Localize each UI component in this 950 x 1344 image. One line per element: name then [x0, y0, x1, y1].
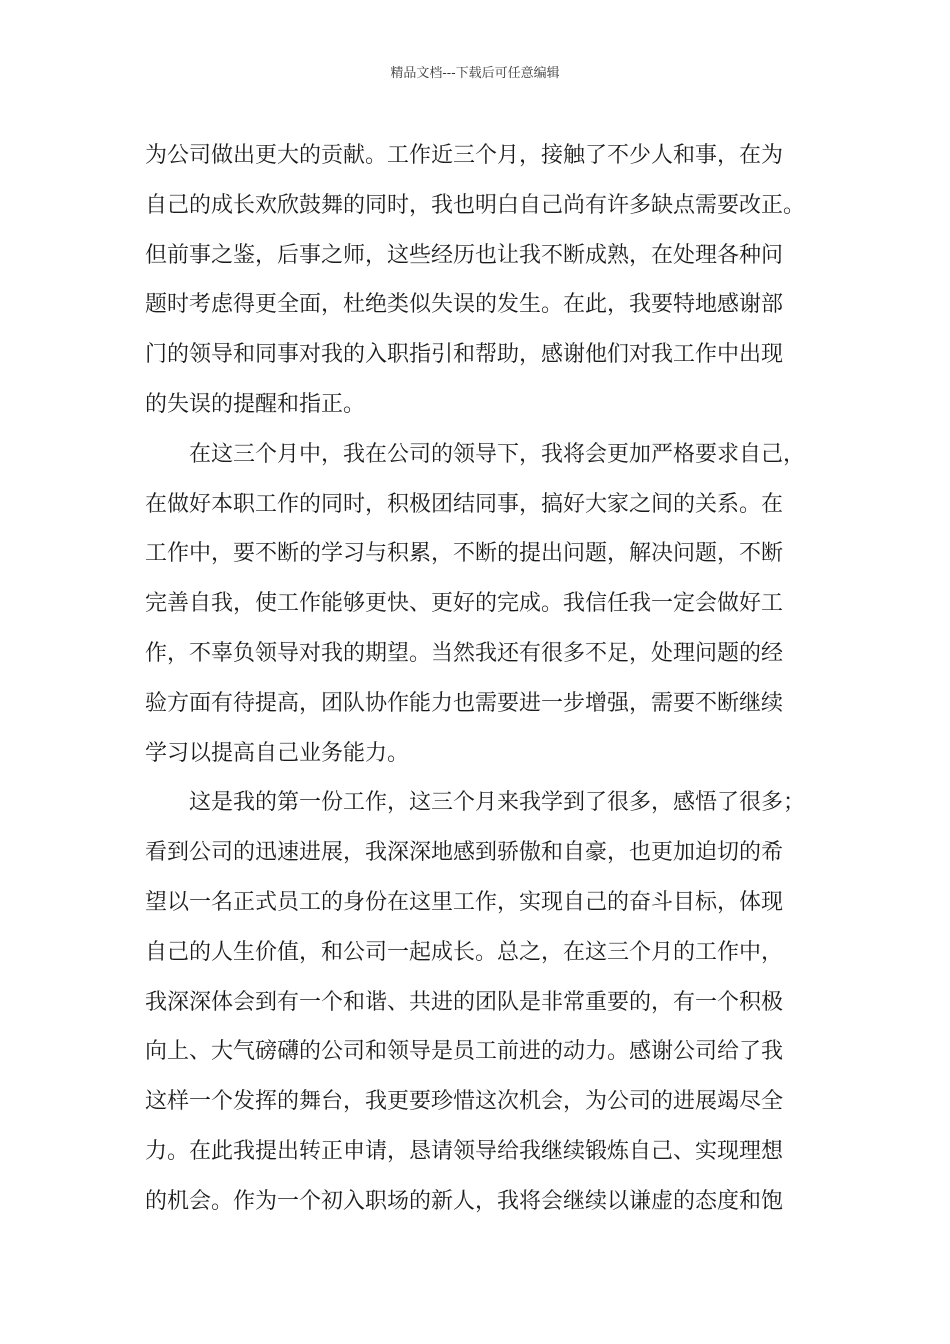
paragraph-3 — [145, 778, 815, 1226]
text-line: 的失误的提醒和指正。 — [145, 391, 366, 417]
paragraph-1 — [145, 131, 815, 430]
text-line: 自己的成长欢欣鼓舞的同时，我也明白自己尚有许多缺点需要改正。 — [145, 192, 806, 218]
text-line: 力。在此我提出转正申请，恳请领导给我继续锻炼自己、实现理想 — [145, 1138, 784, 1164]
text-line: 题时考虑得更全面，杜绝类似失误的发生。在此，我要特地感谢部 — [145, 292, 784, 318]
text-line: 我深深体会到有一个和谐、共进的团队是非常重要的，有一个积极 — [145, 989, 784, 1015]
text-line: 这样一个发挥的舞台，我更要珍惜这次机会，为公司的进展竭尽全 — [145, 1089, 784, 1115]
text-line: 但前事之鉴，后事之师，这些经历也让我不断成熟，在处理各种问 — [145, 242, 784, 268]
paragraph-2 — [145, 430, 815, 779]
text-line: 作，不辜负领导对我的期望。当然我还有很多不足，处理问题的经 — [145, 640, 784, 666]
text-line: 这是我的第一份工作，这三个月来我学到了很多，感悟了很多； — [189, 790, 806, 816]
text-line: 学习以提高自己业务能力。 — [145, 740, 410, 766]
text-line: 的机会。作为一个初入职场的新人，我将会继续以谦虚的态度和饱 — [145, 1188, 784, 1214]
text-line: 门的领导和同事对我的入职指引和帮助，感谢他们对我工作中出现 — [145, 342, 784, 368]
text-line: 工作中，要不断的学习与积累，不断的提出问题，解决问题，不断 — [145, 541, 784, 567]
text-line: 验方面有待提高，团队协作能力也需要进一步增强，需要不断继续 — [145, 690, 784, 716]
text-line: 为公司做出更大的贡献。工作近三个月，接触了不少人和事，在为 — [145, 143, 784, 168]
document-body — [145, 131, 815, 1227]
text-line: 在这三个月中，我在公司的领导下，我将会更加严格要求自己， — [189, 441, 806, 467]
text-line: 在做好本职工作的同时，积极团结同事，搞好大家之间的关系。在 — [145, 491, 784, 517]
text-line: 完善自我，使工作能够更快、更好的完成。我信任我一定会做好工 — [145, 591, 784, 617]
text-line: 看到公司的迅速进展，我深深地感到骄傲和自豪，也更加迫切的希 — [145, 840, 784, 866]
text-line: 自己的人生价值，和公司一起成长。总之，在这三个月的工作中， — [145, 939, 784, 965]
text-line: 望以一名正式员工的身份在这里工作，实现自己的奋斗目标，体现 — [145, 889, 784, 915]
page-header: 精品文档---下载后可任意编辑 — [390, 66, 560, 81]
text-line: 向上、大气磅礴的公司和领导是员工前进的动力。感谢公司给了我 — [145, 1039, 784, 1065]
